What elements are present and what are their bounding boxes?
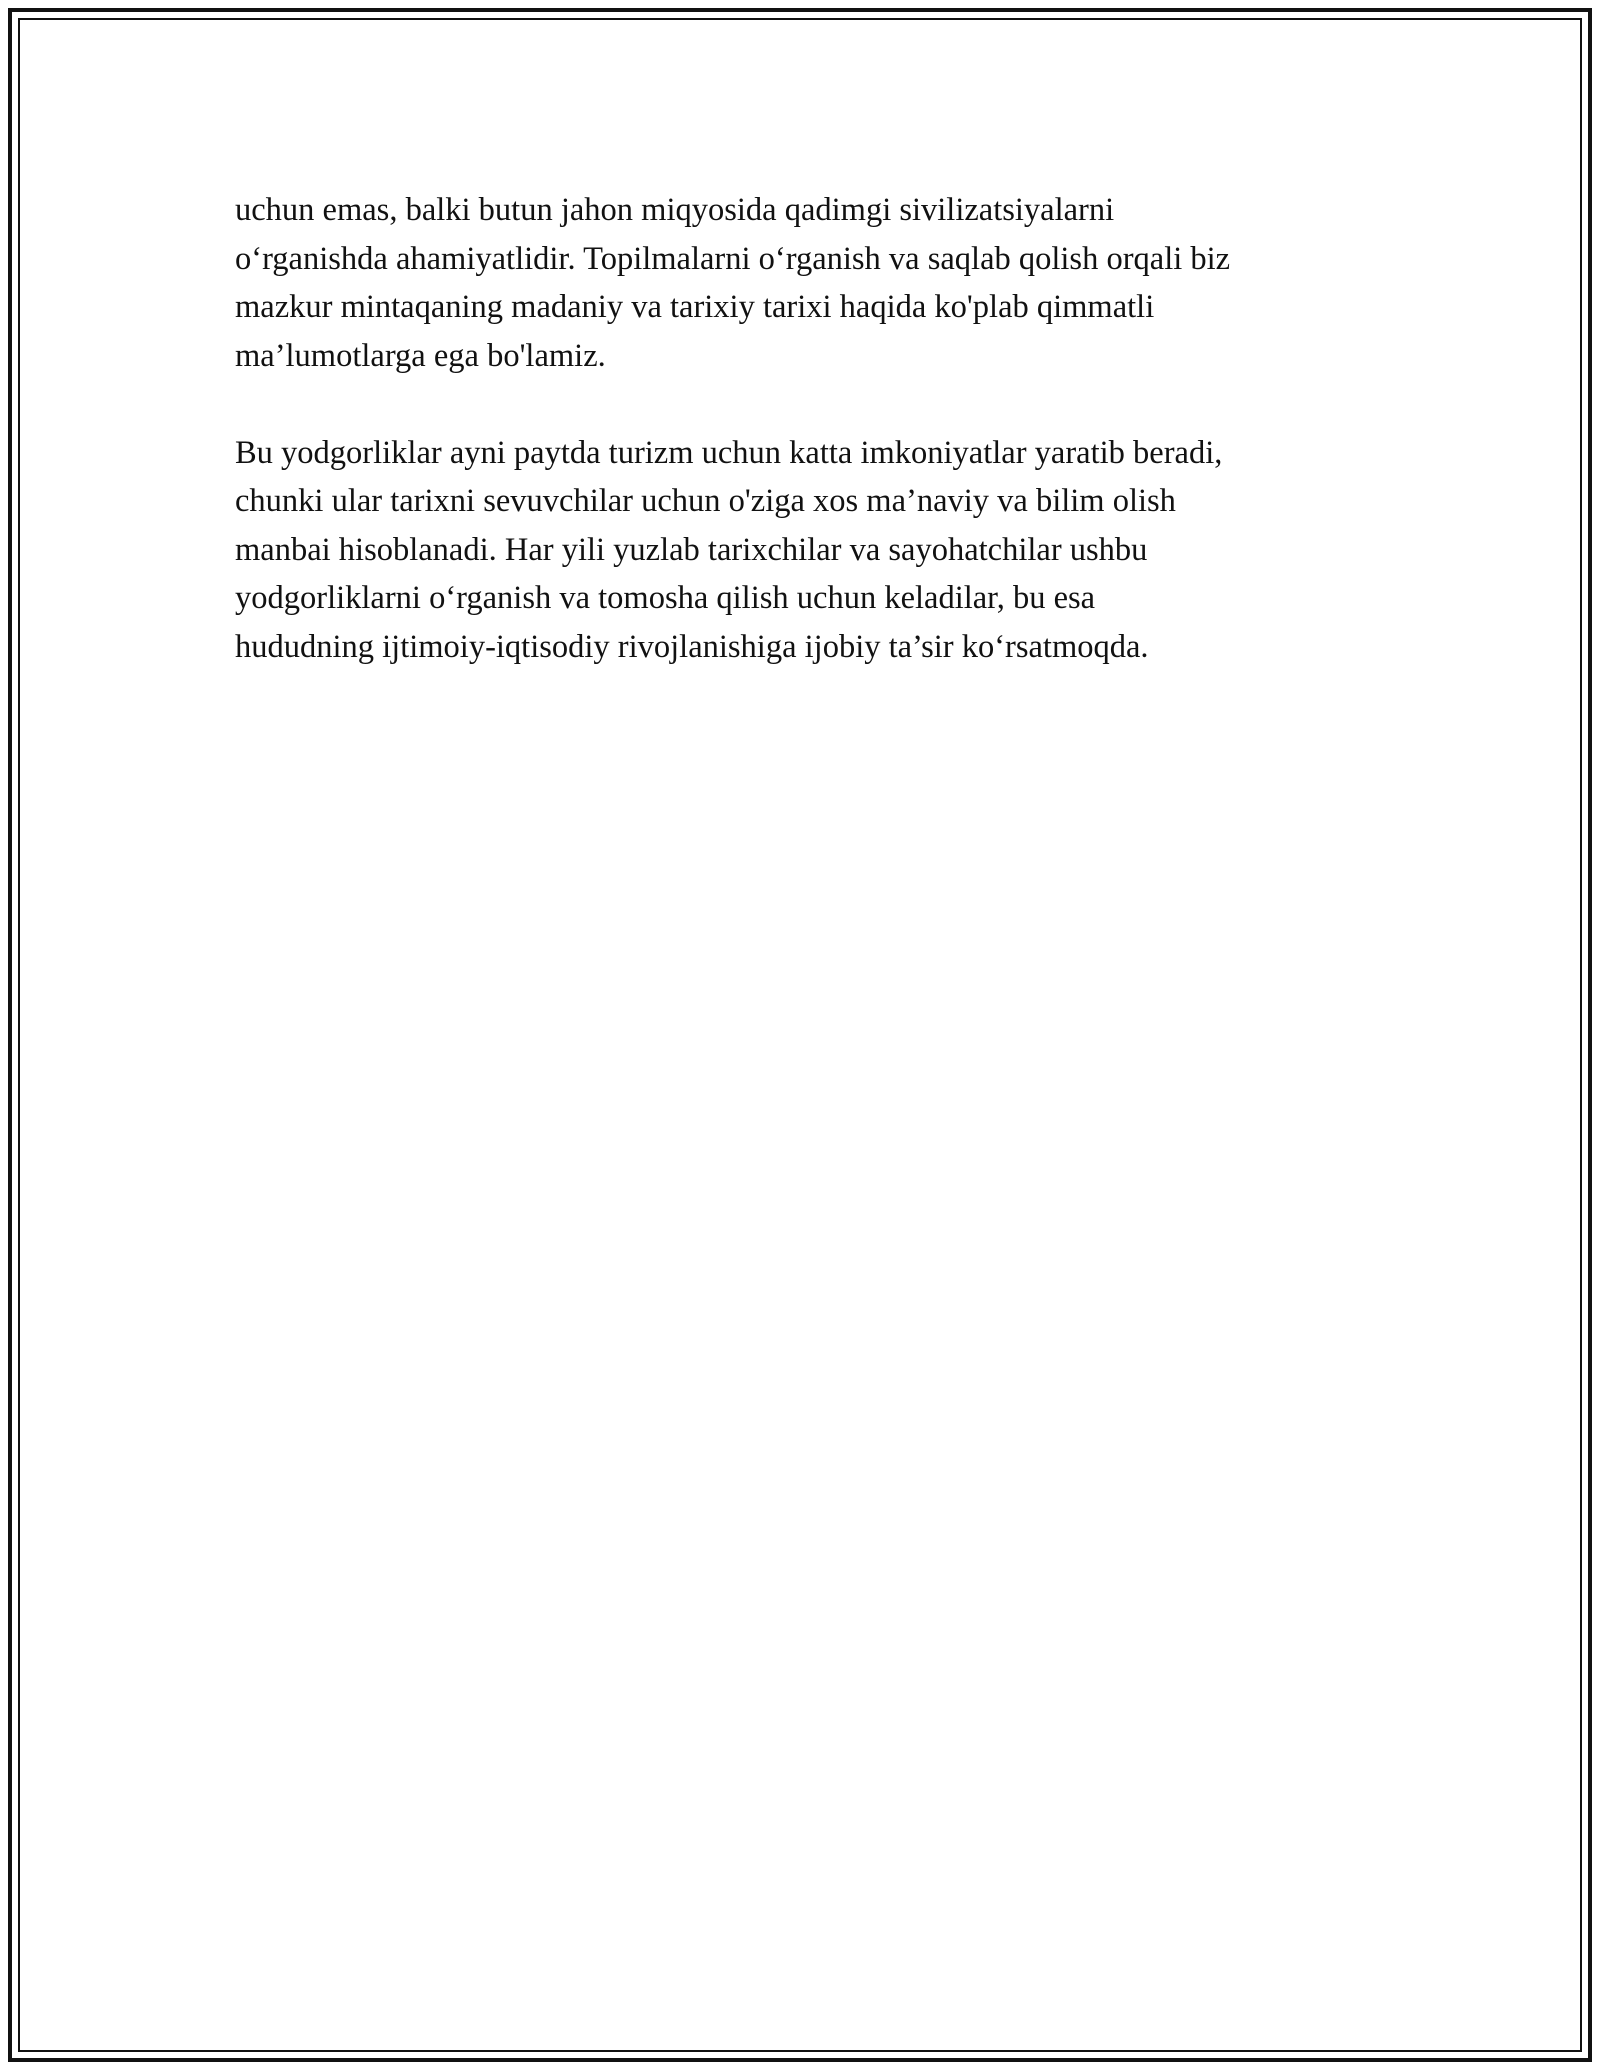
paragraph-2 (235, 429, 1385, 672)
document-body (235, 186, 1385, 671)
paragraph-line: ma’lumotlarga ega bo'lamiz. (235, 337, 606, 374)
paragraph-line: chunki ular tarixni sevuvchilar uchun o'ziga xos ma’naviy va bilim olish (235, 483, 1176, 519)
paragraph-line: mazkur mintaqaning madaniy va tarixiy tarixi haqida ko'plab qimmatli (235, 289, 1155, 325)
paragraph-line: Bu yodgorliklar ayni paytda turizm uchun katta imkoniyatlar yaratib beradi, (235, 434, 1223, 471)
paragraph-1 (235, 186, 1385, 380)
paragraph-line: manbai hisoblanadi. Har yili yuzlab tarixchilar va sayohatchilar ushbu (235, 531, 1148, 568)
paragraph-line: o‘rganishda ahamiyatlidir. Topilmalarni o‘rganish va saqlab qolish orqali biz (235, 240, 1231, 277)
paragraph-line: yodgorliklarni o‘rganish va tomosha qilish uchun keladilar, bu esa (235, 580, 1096, 616)
paragraph-line: uchun emas, balki butun jahon miqyosida qadimgi sivilizatsiyalarni (235, 192, 1115, 228)
paragraph-line: hududning ijtimoiy-iqtisodiy rivojlanishiga ijobiy ta’sir ko‘rsatmoqda. (235, 628, 1149, 665)
